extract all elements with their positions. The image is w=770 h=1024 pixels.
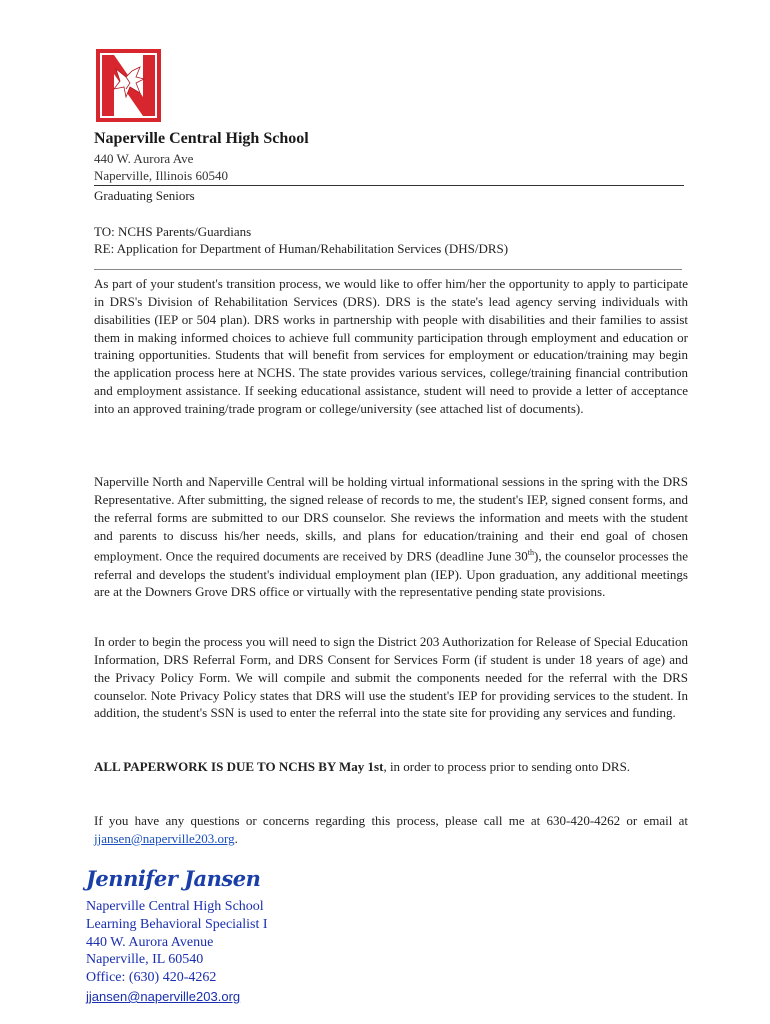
contact-paragraph bbox=[94, 812, 688, 848]
body-paragraph-3: In order to begin the process you will need to sign the District 203 Authorization for Release of Special Education Information, DRS Referral Form, and DRS Consent for Services Form (if student is under 18 years of age) and the Privacy Policy Form. We will compile and submit the components needed for the referral with the DRS counselor. Note Privacy Policy states that DRS will use the student's IEP for providing services to the student. In addition, the student's SSN is used to enter the referral into the state site for providing any services and funding. bbox=[94, 634, 688, 721]
signature-city: Naperville, IL 60540 bbox=[86, 952, 204, 967]
body-paragraph-2 bbox=[94, 473, 688, 601]
signature-title: Learning Behavioral Specialist I bbox=[86, 917, 268, 932]
deadline-rest: , in order to process prior to sending onto DRS. bbox=[383, 759, 631, 774]
deadline-paragraph bbox=[94, 758, 688, 776]
signature-school: Naperville Central High School bbox=[86, 899, 264, 914]
school-logo bbox=[96, 49, 161, 122]
signature: Jennifer Jansen bbox=[86, 866, 261, 891]
email-link[interactable]: jjansen@naperville203.org bbox=[94, 830, 235, 846]
signature-street: 440 W. Aurora Avenue bbox=[86, 935, 214, 950]
audience-label: Graduating Seniors bbox=[94, 188, 195, 203]
signature-email[interactable]: jjansen@naperville203.org bbox=[86, 989, 241, 1004]
school-name: Naperville Central High School bbox=[94, 130, 309, 147]
header-divider bbox=[94, 185, 684, 186]
paragraph-2-text-a: Naperville North and Naperville Central will be holding virtual informational sessions in the spring with the DRS Representative. After submitting, the signed release of records to me, the student's IEP, signed consent forms, and the referral forms are submitted to our DRS counselor. She reviews the information and meets with the student and parents to discuss his/her needs, skills, and plans for education/training and their end goal of chosen employment. Once the required documents are received by DRS (deadline June 30 bbox=[94, 474, 688, 564]
contact-text: If you have any questions or concerns regarding this process, please call me at 630-420-4262 or email at bbox=[94, 813, 688, 828]
body-paragraph-1: As part of your student's transition process, we would like to offer him/her the opportunity to apply to participate in DRS's Division of Rehabilitation Services (DRS). DRS is the state's lead agency serving individuals with disabilities (IEP or 504 plan). DRS works in partnership with people with disabilities and their families to assist them in making informed choices to achieve full community participation through employment and education or training opportunities. Students that will benefit from services for employment or education/training may begin the application process here at NCHS. The state provides various services, college/training financial contribution and employment assistance. If seeking educational assistance, student will need to provide a letter of acceptance into an approved training/trade program or college/university (see attached list of documents). bbox=[94, 276, 688, 416]
contact-text-end: . bbox=[234, 830, 238, 846]
deadline-notice: ALL PAPERWORK IS DUE TO NCHS BY May 1st bbox=[94, 759, 384, 774]
school-address-city: Naperville, Illinois 60540 bbox=[94, 168, 228, 183]
signature-email-link[interactable] bbox=[86, 988, 240, 1006]
signature-office-phone: Office: (630) 420-4262 bbox=[86, 970, 217, 985]
school-address-street: 440 W. Aurora Ave bbox=[94, 151, 194, 166]
memo-re-line: RE: Application for Department of Human/Rehabilitation Services (DHS/DRS) bbox=[94, 241, 509, 256]
ordinal-suffix: th bbox=[527, 548, 535, 558]
paragraph-2-text-b: ), the counselor processes the referral and develops the student's individual employment plan (IEP). Upon graduation, any additional meetings are at the Downers Grove DRS office or virtually with the representative pending state provisions. bbox=[94, 548, 688, 600]
memo-divider bbox=[94, 269, 682, 270]
memo-to-line: TO: NCHS Parents/Guardians bbox=[94, 224, 252, 239]
